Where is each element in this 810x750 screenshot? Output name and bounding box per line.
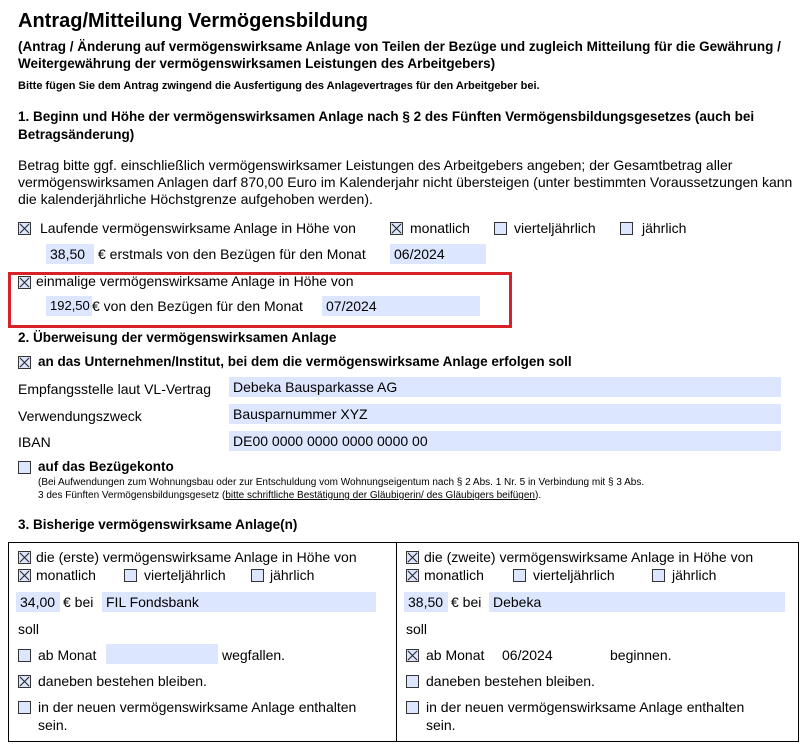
bezuege-label: auf das Bezügekonto — [38, 459, 174, 474]
monatlich-checkbox[interactable] — [390, 222, 403, 235]
laufend-text: € erstmals von den Bezügen für den Monat — [98, 246, 366, 262]
right-inneuer-label2: sein. — [426, 717, 456, 733]
iban-field[interactable]: DE00 0000 0000 0000 0000 00 — [229, 431, 781, 451]
left-daneben-checkbox[interactable] — [18, 675, 31, 688]
right-monatlich-label: monatlich — [424, 567, 484, 583]
iban-label: IBAN — [18, 434, 51, 450]
left-amount-field[interactable]: 34,00 — [16, 592, 60, 612]
bezuege-note-end: ). — [534, 490, 542, 501]
zweck-field[interactable]: Bausparnummer XYZ — [229, 404, 781, 424]
bezuege-checkbox[interactable] — [18, 461, 31, 474]
einmalig-text: € von den Bezügen für den Monat — [92, 298, 303, 314]
left-institute-field[interactable]: FIL Fondsbank — [102, 592, 376, 612]
laufend-month-field[interactable]: 06/2024 — [390, 244, 486, 264]
right-daneben-label: daneben bestehen bleiben. — [426, 673, 595, 689]
right-vierteljaehrlich-checkbox[interactable] — [513, 569, 526, 582]
left-daneben-label: daneben bestehen bleiben. — [38, 673, 207, 689]
einmalig-checkbox[interactable] — [18, 276, 31, 289]
laufend-checkbox[interactable] — [18, 222, 31, 235]
bezuege-note-start: 3 des Fünften Vermögensbildungsgesetz ( — [38, 490, 226, 501]
zweck-label: Verwendungszweck — [18, 408, 142, 424]
left-anlage-label: die (erste) vermögenswirksame Anlage in Höhe von — [36, 549, 357, 565]
right-beginnen-label: beginnen. — [610, 647, 672, 663]
left-inneuer-label2: sein. — [38, 717, 68, 733]
bezuege-note — [38, 476, 644, 502]
left-soll-label: soll — [18, 621, 40, 637]
right-bei-label: € bei — [451, 594, 482, 610]
jaehrlich-label: jährlich — [642, 220, 687, 236]
table-divider — [396, 542, 397, 742]
left-month-field[interactable] — [106, 644, 218, 664]
section1-heading: 1. Beginn und Höhe der vermögenswirksamen Anlage nach § 2 des Fünften Vermögensbildungsgesetzes (auch bei Betragsänderung) — [18, 109, 755, 142]
right-jaehrlich-checkbox[interactable] — [652, 569, 665, 582]
section2-heading: 2. Überweisung der vermögenswirksamen Anlage — [18, 330, 337, 345]
right-institute-field[interactable]: Debeka — [489, 592, 785, 612]
right-jaehrlich-label: jährlich — [672, 567, 717, 583]
right-amount-field[interactable]: 38,50 — [404, 592, 448, 612]
bezuege-note-line1: (Bei Aufwendungen zum Wohnungsbau oder zur Entschuldung vom Wohnungseigentum nach § 2 Abs. 1 Nr. 5 in Verbindung mit § 3 Abs. — [38, 477, 645, 488]
einmalig-label: einmalige vermögenswirksame Anlage in Höhe von — [36, 273, 354, 289]
laufend-amount-field[interactable]: 38,50 — [46, 244, 94, 264]
right-abmonat-checkbox[interactable] — [406, 649, 419, 662]
bezuege-note-line2 — [38, 489, 644, 502]
vierteljaehrlich-checkbox[interactable] — [494, 222, 507, 235]
laufend-label: Laufende vermögenswirksame Anlage in Höhe von — [40, 220, 356, 236]
bezuege-note-link: bitte schriftliche Bestätigung der Gläubigerin/ des Gläubigers beifügen — [225, 490, 535, 501]
left-jaehrlich-checkbox[interactable] — [251, 569, 264, 582]
left-inneuer-checkbox[interactable] — [18, 701, 31, 714]
left-anlage-checkbox[interactable] — [18, 551, 31, 564]
right-soll-label: soll — [406, 621, 428, 637]
right-abmonat-label: ab Monat — [426, 647, 485, 663]
left-vierteljaehrlich-checkbox[interactable] — [124, 569, 137, 582]
left-monatlich-checkbox[interactable] — [18, 569, 31, 582]
form-subtitle: (Antrag / Änderung auf vermögenswirksame Anlage von Teilen der Bezüge und zugleich Mitteilung für die Gewährung / Weitergewährung der vermögenswirksamen Leistungen des Arbeitgebers) — [18, 39, 781, 71]
left-abmonat-checkbox[interactable] — [18, 649, 31, 662]
monatlich-label: monatlich — [410, 220, 470, 236]
right-vierteljaehrlich-label: vierteljährlich — [533, 567, 615, 583]
left-inneuer-label1: in der neuen vermögenswirksame Anlage enthalten — [38, 699, 357, 715]
right-inneuer-checkbox[interactable] — [406, 701, 419, 714]
right-daneben-checkbox[interactable] — [406, 675, 419, 688]
einmalig-month-field[interactable]: 07/2024 — [322, 296, 480, 316]
attachment-note: Bitte fügen Sie dem Antrag zwingend die Ausfertigung des Anlagevertrages für den Arbeitgeber bei. — [18, 80, 540, 92]
right-month-field[interactable]: 06/2024 — [502, 647, 553, 663]
left-wegfallen-label: wegfallen. — [222, 647, 286, 663]
right-anlage-checkbox[interactable] — [406, 551, 419, 564]
section1-intro: Betrag bitte ggf. einschließlich vermögenswirksamer Leistungen des Arbeitgebers angeben; der Gesamtbetrag aller vermögenswirksamen Anlagen darf 870,00 Euro im Kalenderjahr nicht übersteigen (unter bestimmten Voraussetzungen kann die kalenderjährliche Höchstgrenze aufgehoben werden). — [18, 157, 793, 207]
section3-heading: 3. Bisherige vermögenswirksame Anlage(n) — [18, 517, 298, 532]
empfang-field[interactable]: Debeka Bausparkasse AG — [229, 377, 781, 397]
jaehrlich-checkbox[interactable] — [620, 222, 633, 235]
left-abmonat-label: ab Monat — [38, 647, 97, 663]
left-jaehrlich-label: jährlich — [270, 567, 315, 583]
empfang-label: Empfangsstelle laut VL-Vertrag — [18, 381, 211, 397]
left-vierteljaehrlich-label: vierteljährlich — [144, 567, 226, 583]
right-anlage-label: die (zweite) vermögenswirksame Anlage in Höhe von — [424, 549, 754, 565]
form-title: Antrag/Mitteilung Vermögensbildung — [18, 10, 368, 32]
left-bei-label: € bei — [63, 594, 94, 610]
institut-label: an das Unternehmen/Institut, bei dem die vermögenswirksame Anlage erfolgen soll — [38, 354, 572, 369]
right-monatlich-checkbox[interactable] — [406, 569, 419, 582]
left-monatlich-label: monatlich — [36, 567, 96, 583]
vierteljaehrlich-label: vierteljährlich — [514, 220, 596, 236]
institut-checkbox[interactable] — [18, 356, 31, 369]
einmalig-amount-field[interactable]: 192,50 — [46, 296, 92, 316]
right-inneuer-label1: in der neuen vermögenswirksame Anlage enthalten — [426, 699, 745, 715]
